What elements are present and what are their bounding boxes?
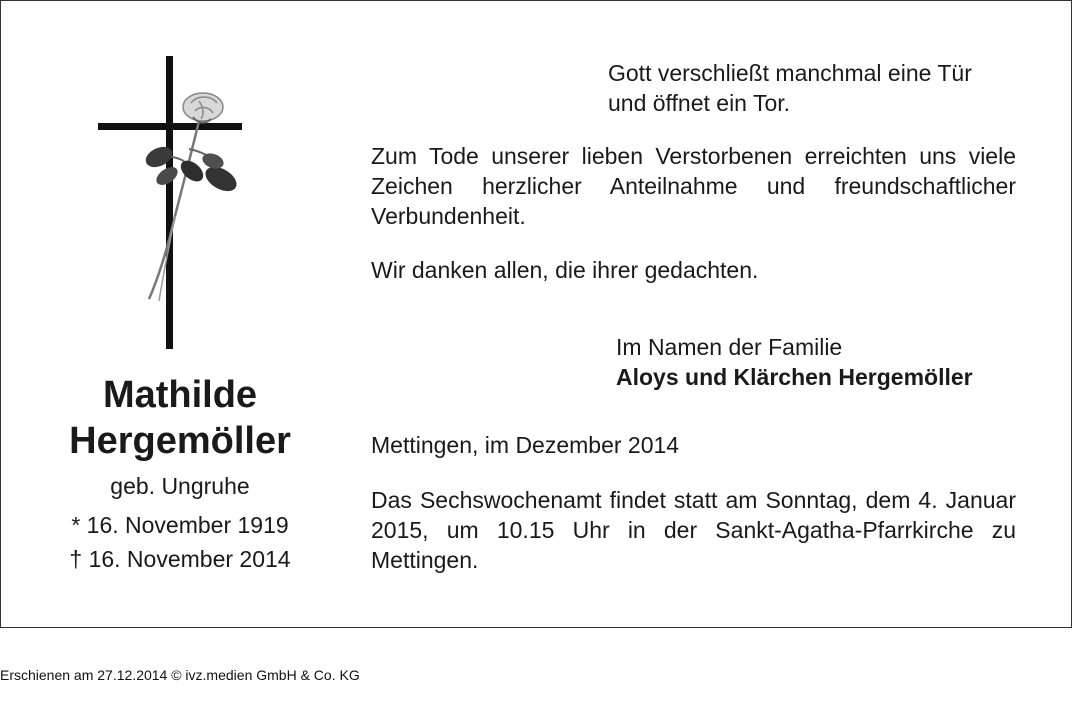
thanks-paragraph: Zum Tode unserer lieben Verstorbenen erreichten uns viele Zeichen herzlicher Anteilnahme und freundschaftlicher Verbundenheit. [371, 143, 1016, 229]
quote-line-2: und öffnet ein Tor. [608, 90, 791, 116]
thanks-short: Wir danken allen, die ihrer gedachten. [371, 257, 759, 283]
death-date: † 16. November 2014 [69, 546, 291, 572]
birth-date: * 16. November 1919 [71, 512, 289, 538]
quote [608, 58, 1028, 118]
quote-line-1: Gott verschließt manchmal eine Tür [608, 60, 972, 86]
cross-with-rose [89, 51, 249, 351]
place-date: Mettingen, im Dezember 2014 [371, 432, 680, 458]
signature [616, 332, 1056, 392]
birth-name: geb. Ungruhe [110, 473, 250, 499]
deceased-first-name: Mathilde [102, 374, 258, 416]
signature-intro: Im Namen der Familie [616, 334, 843, 360]
publication-footer: Erschienen am 27.12.2014 © ivz.medien GmbH & Co. KG [0, 667, 360, 683]
signature-names: Aloys und Klärchen Hergemöller [616, 364, 973, 390]
deceased-last-name: Hergemöller [69, 420, 291, 462]
service-info: Das Sechswochenamt findet statt am Sonntag, dem 4. Januar 2015, um 10.15 Uhr in der Sankt-Agatha-Pfarrkirche zu Mettingen. [371, 487, 1016, 573]
